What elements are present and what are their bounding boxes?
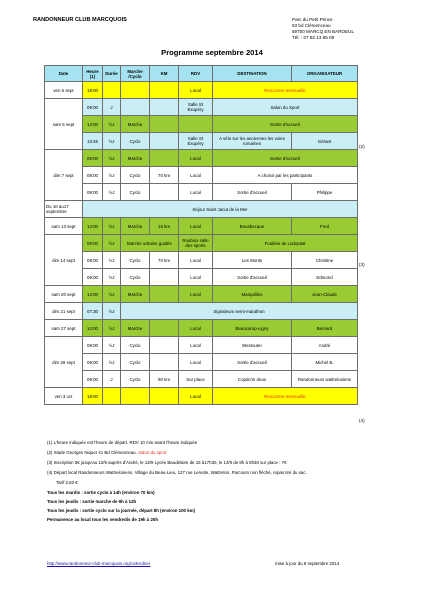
cell-duree: ½J xyxy=(103,269,121,286)
cell-heure: 08:00 xyxy=(83,167,103,184)
cell-date: dim 7 sept xyxy=(45,150,83,201)
cell-rdv: Local xyxy=(179,150,213,167)
cell-rdv: Local xyxy=(179,218,213,235)
cell-organisateur: Jean-Claude xyxy=(292,286,358,303)
club-address xyxy=(292,17,354,41)
cell-organisateur: Christine xyxy=(292,252,358,269)
table-row xyxy=(45,337,358,354)
cell-heure: 14:00 xyxy=(83,218,103,235)
footnote-2: (2) Stade Georges Niquet 41 Bd Clémenceau. Salon du sport xyxy=(47,450,167,455)
cell-marche: Cyclo xyxy=(121,337,150,354)
col-km: KM xyxy=(150,66,179,82)
cell-heure: 19:00 xyxy=(83,82,103,99)
cell-rdv: Rouboix salle des sports xyxy=(179,235,213,252)
footnote-3: (3) Inscription 5€ jusqu'au 12/9 auprès d'André, le 13/9 Lycée Baudelaire de 15 à17h30, le 14/9 de 8h à 8h30 sur place : 7€ xyxy=(47,460,287,465)
cell-date: dim 28 sept xyxy=(45,337,83,388)
cell-duree: ½J xyxy=(103,252,121,269)
cell-destination: Westouter xyxy=(213,337,292,354)
cell-rdv: Local xyxy=(179,286,213,303)
phone-line: Tél. : 07 82 13 85 09 xyxy=(292,35,335,40)
cell-rdv: Local xyxy=(179,252,213,269)
cell-km: 90 km xyxy=(150,371,179,388)
cell-rdv: Local xyxy=(179,167,213,184)
cell-destination: Marquillies xyxy=(213,286,292,303)
club-name: RANDONNEUR CLUB MARCQUOIS xyxy=(33,17,127,23)
weekly-thursday-cyclo: Tous les jeudis : sortie cyclo sur la journée, départ 8h (environ 100 km) xyxy=(47,508,196,513)
cell-duree: ½J xyxy=(103,303,121,320)
table-row xyxy=(45,133,358,150)
cell-destination: Sortie d'accueil xyxy=(213,354,292,371)
cell-marche: Marche xyxy=(121,218,150,235)
table-row xyxy=(45,252,358,269)
program-table xyxy=(44,65,358,405)
cell-organisateur: Fred xyxy=(292,218,358,235)
cell-destination: Rencontre mensuelle xyxy=(213,82,358,99)
cell-marche: Cyclo xyxy=(121,269,150,286)
cell-duree: J xyxy=(103,99,121,116)
cell-destination: Sortie d'accueil xyxy=(213,269,292,286)
footnote-4: (4) Départ local Randonneurs Wattrelosiens, Village du Beau-Lieu, 127 rue Leruste, Wattrelos. Parcours non fléché, repas tiré du sac. xyxy=(47,470,307,475)
cell-heure: 13:45 xyxy=(83,133,103,150)
cell-duree: ½J xyxy=(103,133,121,150)
cell-destination: Sortie d'accueil xyxy=(213,116,358,133)
cell-duree: ½J xyxy=(103,116,121,133)
cell-marche: Cyclo xyxy=(121,167,150,184)
address-line: Parc du Petit Prince xyxy=(292,17,333,22)
cell-date: sam 27 sept xyxy=(45,320,83,337)
table-row xyxy=(45,99,358,116)
cell-duree: ½J xyxy=(103,150,121,167)
cell-km: 70 km xyxy=(150,252,179,269)
cell-date: sam 13 sept xyxy=(45,218,83,235)
table-row xyxy=(45,184,358,201)
calendar-link[interactable]: http://www.randonneur-club-marcquois.org/calendrier xyxy=(47,561,151,566)
col-rdv: RDV xyxy=(179,66,213,82)
note-marker: (2) xyxy=(359,144,365,149)
cell-rdv: Local xyxy=(179,82,213,99)
footnotes xyxy=(47,440,377,526)
cell-duree: ½J xyxy=(103,286,121,303)
cell-heure: 09:00 xyxy=(83,184,103,201)
cell-marche: Cyclo xyxy=(121,184,150,201)
cell-heure: 08:00 xyxy=(83,252,103,269)
cell-marche: Marche xyxy=(121,286,150,303)
cell-organisateur: Randonneurs wattrelosiens xyxy=(292,371,358,388)
col-duree: Durée xyxy=(103,66,121,82)
cell-rdv: Sur place xyxy=(179,371,213,388)
cell-heure: 14:00 xyxy=(83,286,103,303)
cell-destination: Sortie d'accueil xyxy=(213,150,358,167)
cell-destination: Les Monts xyxy=(213,252,292,269)
cell-date: ven 5 sept xyxy=(45,82,83,99)
col-destination: DESTINATION xyxy=(213,66,292,82)
cell-rdv: Local xyxy=(179,269,213,286)
note-marker: (3) xyxy=(359,262,365,267)
table-row xyxy=(45,354,358,371)
cell-rdv: Local xyxy=(179,337,213,354)
cell-marche: Cyclo xyxy=(121,354,150,371)
weekly-tuesday: Tous les mardis : sortie cyclo à 14h (environ 70 km) xyxy=(47,490,155,495)
cell-heure: 19:00 xyxy=(83,388,103,405)
cell-organisateur: Michel B. xyxy=(292,354,358,371)
cell-destination: Séjour Saint Jacut de la Mer xyxy=(83,201,358,218)
update-date: mise à jour du 8 septembre 2014 xyxy=(275,561,340,566)
cell-heure: 14:00 xyxy=(83,116,103,133)
table-row xyxy=(45,116,358,133)
cell-duree: ½J xyxy=(103,337,121,354)
col-heure: Heure (1) xyxy=(83,66,103,82)
cell-heure: 09:00 xyxy=(83,269,103,286)
cell-destination: Rencontre mensuelle xyxy=(213,388,358,405)
cell-heure: 07:30 xyxy=(83,303,103,320)
cell-organisateur: Bernard xyxy=(292,320,358,337)
cell-heure: 09:00 xyxy=(83,235,103,252)
cell-destination: Salon du Sport xyxy=(213,99,358,116)
col-marche: Marche /Cyclo xyxy=(121,66,150,82)
table-row xyxy=(45,201,358,218)
cell-organisateur: Philippe xyxy=(292,184,358,201)
cell-heure: 14:00 xyxy=(83,320,103,337)
cell-rdv: Salle St Exupéry xyxy=(179,99,213,116)
cell-destination: Foulées de Ludopital xyxy=(213,235,358,252)
cell-duree: ½J xyxy=(103,320,121,337)
cell-duree: ½J xyxy=(103,167,121,184)
cell-duree: ½J xyxy=(103,235,121,252)
cell-destination: Copdo'm deux xyxy=(213,371,292,388)
address-line: 63 bd Clémenceau xyxy=(292,23,331,28)
cell-organisateur: André xyxy=(292,337,358,354)
cell-duree: ½J xyxy=(103,184,121,201)
cell-marche: Cyclo xyxy=(121,133,150,150)
table-row xyxy=(45,286,358,303)
cell-duree: ½J xyxy=(103,218,121,235)
table-header xyxy=(45,66,358,82)
cell-marche: Cyclo xyxy=(121,371,150,388)
cell-rdv: Local xyxy=(179,184,213,201)
cell-organisateur: Edmond xyxy=(292,269,358,286)
weekly-friday: Permanence au local tous les vendredis de 19h à 20h xyxy=(47,517,159,522)
cell-date: Du 10 au17 septembre xyxy=(45,201,83,218)
col-date: Date xyxy=(45,66,83,82)
cell-rdv: Local xyxy=(179,388,213,405)
table-row xyxy=(45,167,358,184)
table-row xyxy=(45,388,358,405)
cell-marche: Cyclo xyxy=(121,252,150,269)
cell-organisateur: Gérant xyxy=(292,133,358,150)
cell-marche: Marche xyxy=(121,150,150,167)
cell-heure: 09:00 xyxy=(83,150,103,167)
cell-date: dim 14 sept xyxy=(45,235,83,286)
cell-destination: A choisir par les participants xyxy=(213,167,358,184)
cell-date: sam 6 sept xyxy=(45,99,83,150)
cell-rdv: Local xyxy=(179,354,213,371)
cell-marche: Marche urbaine guidée xyxy=(121,235,179,252)
cell-date: sam 20 sept xyxy=(45,286,83,303)
table-row xyxy=(45,320,358,337)
tarif: Tarif 2,50 € xyxy=(56,480,78,485)
note-marker: (4) xyxy=(359,418,365,423)
footnote-1: (1) L'heure indiquée est l'heure de départ. RDV 10 min avant l'heure indiquée xyxy=(47,440,198,445)
cell-destination: Bousbecque xyxy=(213,218,292,235)
cell-rdv: Salle St Exupéry xyxy=(179,133,213,150)
cell-destination: A vélo sur les anciennes les voies romaines xyxy=(213,133,292,150)
cell-heure: 09:00 xyxy=(83,354,103,371)
weekly-thursday-walk: Tous les jeudis : sortie marche de 9h à 12h xyxy=(47,499,137,504)
table-row xyxy=(45,371,358,388)
cell-heure: 09:00 xyxy=(83,99,103,116)
cell-date: ven 3 oct xyxy=(45,388,83,405)
table-row xyxy=(45,82,358,99)
table-row xyxy=(45,303,358,320)
cell-destination: Beaucamp-Ligny xyxy=(213,320,292,337)
cell-rdv: Local xyxy=(179,320,213,337)
salon-du-sport-note: Salon du sport xyxy=(138,450,167,455)
cell-destination: Signaleurs semi-marathon xyxy=(121,303,358,320)
cell-heure: 09:00 xyxy=(83,371,103,388)
page-title: Programme septembre 2014 xyxy=(161,48,263,57)
cell-km: 70 km xyxy=(150,167,179,184)
cell-heure: 08:00 xyxy=(83,337,103,354)
cell-date: dim 21 sept xyxy=(45,303,83,320)
cell-km: 15 km xyxy=(150,218,179,235)
table-row xyxy=(45,269,358,286)
table-row xyxy=(45,218,358,235)
cell-destination: Sortie d'accueil xyxy=(213,184,292,201)
cell-duree: J xyxy=(103,371,121,388)
col-organisateur: ORGANISATEUR xyxy=(292,66,358,82)
address-line: 59700 MARCQ EN BAROEUL xyxy=(292,29,355,34)
table-row xyxy=(45,150,358,167)
cell-marche: Marche xyxy=(121,320,150,337)
cell-marche: Marche xyxy=(121,116,150,133)
cell-duree: ½J xyxy=(103,354,121,371)
table-row xyxy=(45,235,358,252)
